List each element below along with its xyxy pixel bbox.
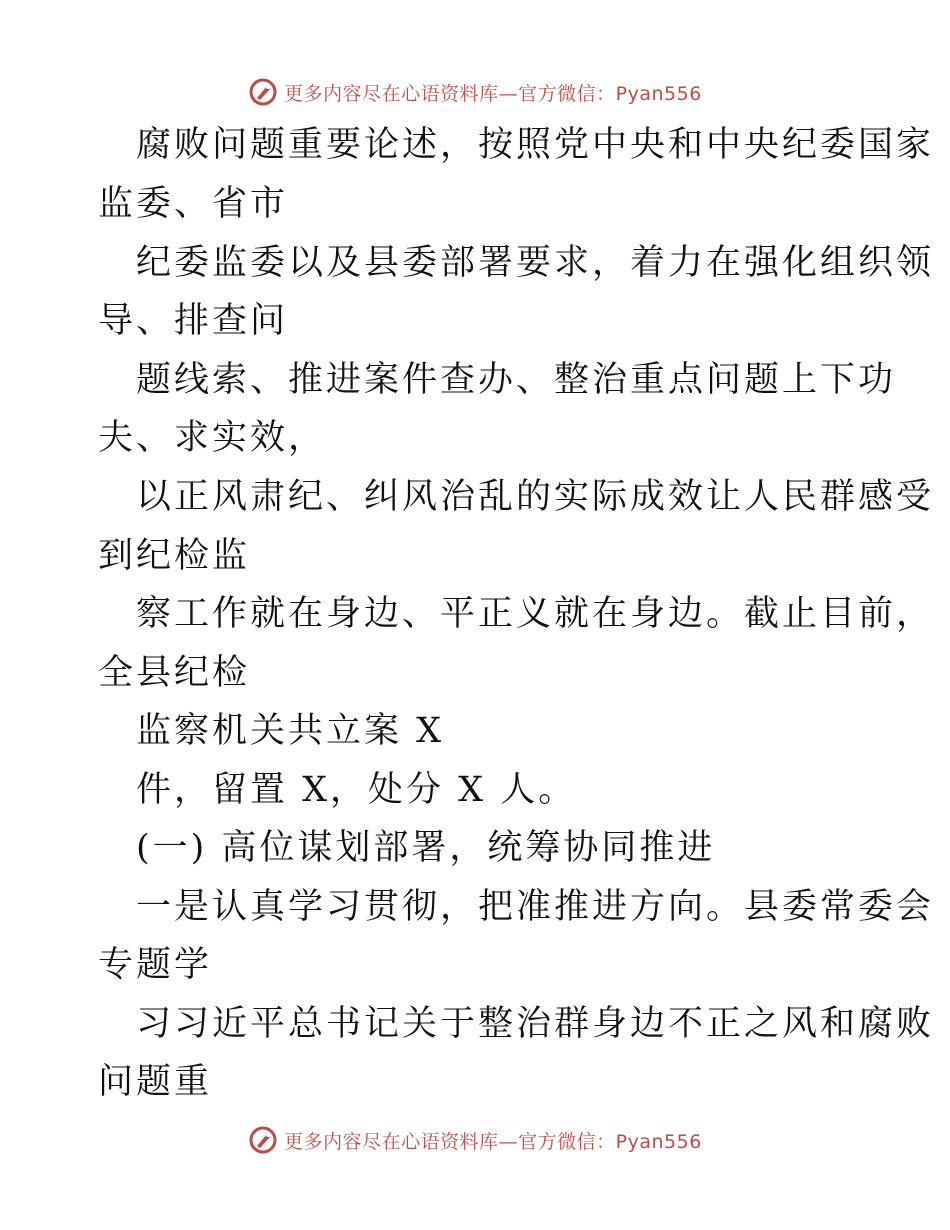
- footer-watermark: [0, 1120, 950, 1160]
- body-line: 全县纪检: [98, 653, 251, 693]
- pen-nib-logo-icon: [248, 1125, 278, 1155]
- body-line: 习习近平总书记关于整治群身边不正之风和腐败: [136, 1004, 935, 1044]
- body-line: 夫、求实效，: [98, 418, 327, 458]
- body-line: 件，留置 X，处分 X 人。: [136, 770, 577, 810]
- footer-site-text: 更多内容尽在心语资料库—官方微信：: [284, 1130, 616, 1153]
- body-line: 以正风肃纪、纠风治乱的实际成效让人民群感受: [136, 477, 935, 517]
- body-line: 到纪检监: [98, 536, 251, 576]
- document-body: [98, 0, 935, 1230]
- body-line: 一是认真学习贯彻，把准推进方向。县委常委会: [136, 887, 935, 927]
- body-line: 专题学: [98, 945, 213, 985]
- body-line: 监察机关共立案 X: [136, 711, 445, 751]
- footer-watermark-text: [284, 1127, 702, 1154]
- section-heading: (一) 高位谋划部署，统筹协同推进: [136, 828, 716, 868]
- body-line: 纪委监委以及县委部署要求，着力在强化组织领: [136, 243, 935, 283]
- body-line: 察工作就在身边、平正义就在身边。截止目前，: [136, 594, 935, 634]
- body-line: 导、排查问: [98, 301, 289, 341]
- body-line: 监委、省市: [98, 184, 289, 224]
- header-site-text: 更多内容尽在心语资料库—官方微信：: [284, 82, 616, 105]
- footer-account: Pyan556: [615, 1130, 702, 1153]
- body-line: 问题重: [98, 1062, 213, 1102]
- body-line: 题线索、推进案件查办、整治重点问题上下功: [136, 360, 897, 400]
- header-account: Pyan556: [615, 82, 702, 105]
- body-line: 腐败问题重要论述，按照党中央和中央纪委国家: [136, 125, 935, 165]
